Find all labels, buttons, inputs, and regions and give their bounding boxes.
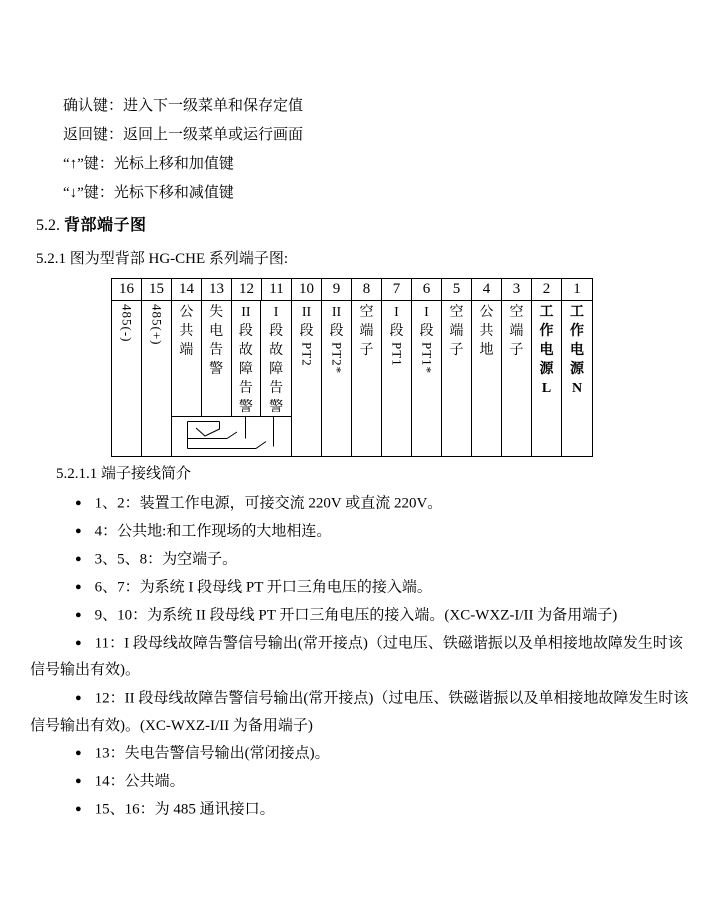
terminal-number-5: 5	[442, 279, 472, 300]
bullet-text: 14：公共端。	[94, 773, 185, 790]
bullet-text: 4：公共地:和工作现场的大地相连。	[94, 523, 332, 540]
terminal-cell-12	[232, 301, 262, 416]
terminal-label-segment: 端	[449, 324, 464, 339]
terminal-label-segment: PT2	[299, 342, 315, 367]
terminal-number-10: 10	[292, 279, 322, 300]
section-5-2-1-1-heading: 5.2.1.1 端子接线简介	[56, 466, 192, 482]
terminal-label-segment: II	[301, 305, 312, 320]
section-5-2-heading	[36, 212, 147, 235]
terminal-label-segment: 段	[419, 324, 434, 339]
terminal-number-16: 16	[112, 279, 142, 300]
terminal-label-segment: 电	[539, 343, 554, 358]
terminal-cell-9	[322, 301, 352, 456]
terminal-label-segment: N	[571, 381, 583, 396]
terminal-number-12: 12	[232, 279, 262, 300]
bullet-item	[30, 630, 693, 685]
terminal-number-11: 11	[262, 279, 292, 300]
terminal-label-segment: 端	[509, 324, 524, 339]
section-5-2-number: 5.2.	[36, 217, 60, 234]
terminal-number-9: 9	[322, 279, 352, 300]
terminal-label-segment: 段	[238, 324, 253, 339]
terminal-description-list	[30, 490, 693, 824]
terminal-label-segment: 工	[539, 305, 554, 320]
terminal-cell-11	[261, 301, 291, 416]
terminal-label-segment: 源	[539, 362, 554, 377]
bullet-icon: ●	[75, 524, 82, 537]
bullet-icon: ●	[75, 747, 82, 760]
terminal-label-segment: 工	[570, 305, 584, 320]
terminal-number-4: 4	[472, 279, 502, 300]
terminal-label-segment: 公	[179, 305, 194, 320]
intro-line: “↓”键：光标下移和减值键	[63, 185, 234, 201]
terminal-table-body	[112, 301, 592, 456]
bullet-item	[30, 518, 693, 546]
bullet-item	[30, 796, 693, 824]
terminal-label-segment: 作	[539, 324, 554, 339]
terminal-label-segment: 共	[179, 324, 194, 339]
terminal-label-segment: 告	[238, 381, 253, 396]
terminal-label-segment: 告	[269, 381, 284, 396]
terminal-cell-14	[172, 301, 202, 416]
bullet-text: 13：失电告警信号输出(常闭接点)。	[94, 745, 330, 762]
terminal-cell-6	[412, 301, 442, 456]
terminal-label-segment: 子	[449, 343, 464, 358]
terminal-label-segment: 段	[299, 324, 314, 339]
terminal-label-segment: II	[331, 305, 342, 320]
terminal-cell-2	[532, 301, 562, 456]
terminal-label-segment: 警	[238, 400, 253, 415]
terminal-label-segment: 电	[209, 324, 224, 339]
terminal-number-7: 7	[382, 279, 412, 300]
bullet-item	[30, 768, 693, 796]
terminal-label-segment: I	[394, 305, 399, 320]
terminal-label-segment: 空	[509, 305, 524, 320]
terminal-label-segment: 端	[359, 324, 374, 339]
terminal-number-15: 15	[142, 279, 172, 300]
bullet-icon: ●	[75, 608, 82, 621]
terminal-number-3: 3	[502, 279, 532, 300]
section-5-2-title: 背部端子图	[64, 217, 147, 234]
section-5-2-1-caption: 5.2.1 图为型背部 HG-CHE 系列端子图:	[36, 251, 289, 267]
bullet-text: 1、2：装置工作电源，可接交流 220V 或直流 220V。	[94, 495, 443, 512]
terminal-label-segment: 电	[570, 343, 584, 358]
terminal-label-segment: 失	[209, 305, 224, 320]
bullet-item	[30, 574, 693, 602]
terminal-label-segment: 源	[570, 362, 584, 377]
terminal-cell-13	[202, 301, 232, 416]
key-description-lines	[63, 92, 303, 208]
terminal-number-6: 6	[412, 279, 442, 300]
terminal-cell-7	[382, 301, 412, 456]
bullet-item	[30, 602, 693, 630]
terminal-label-segment: 故	[269, 343, 284, 358]
terminal-cell-5	[442, 301, 472, 456]
bullet-text: 9、10：为系统 II 段母线 PT 开口三角电压的接入端。(XC-WXZ-I/II 为备用端子)	[94, 607, 618, 624]
bullet-icon: ●	[75, 552, 82, 565]
terminal-cell-1	[562, 301, 592, 456]
terminal-label-segment: 警	[269, 400, 284, 415]
intro-line: “↑”键：光标上移和加值键	[63, 156, 234, 172]
terminal-label-segment: 端	[179, 343, 194, 358]
bullet-icon: ●	[75, 775, 82, 788]
terminal-label-segment: 共	[479, 324, 494, 339]
terminal-number-14: 14	[172, 279, 202, 300]
terminal-label-segment: 地	[479, 343, 494, 358]
terminal-label-segment: 作	[570, 324, 584, 339]
terminal-label-segment: 子	[359, 343, 374, 358]
terminal-label-segment: 空	[359, 305, 374, 320]
terminal-label-segment: 告	[209, 343, 224, 358]
terminal-number-2: 2	[532, 279, 562, 300]
relay-contact-group	[172, 301, 292, 456]
relay-contact-cells	[172, 301, 291, 417]
terminal-label-segment: 485(-)	[119, 304, 135, 343]
terminal-label-segment: 空	[449, 305, 464, 320]
bullet-item	[30, 490, 693, 518]
terminal-label-segment: 段	[389, 324, 404, 339]
terminal-table-header	[112, 279, 592, 301]
terminal-label-segment: I	[273, 305, 279, 320]
terminal-cell-3	[502, 301, 532, 456]
terminal-label-segment: 子	[509, 343, 524, 358]
relay-contact-diagram	[172, 417, 291, 455]
terminal-cell-10	[292, 301, 322, 456]
terminal-label-segment: 障	[238, 362, 253, 377]
terminal-label-segment: 段	[329, 324, 344, 339]
terminal-cell-4	[472, 301, 502, 456]
bullet-icon: ●	[75, 636, 82, 649]
terminal-label-segment: PT1	[389, 342, 405, 367]
terminal-label-segment: 485(+)	[149, 304, 165, 346]
terminal-label-segment: II	[241, 305, 251, 320]
bullet-icon: ●	[75, 497, 82, 509]
terminal-cell-8	[352, 301, 382, 456]
terminal-label-segment: 公	[479, 305, 494, 320]
bullet-icon: ●	[75, 580, 82, 593]
terminal-number-8: 8	[352, 279, 382, 300]
terminal-number-13: 13	[202, 279, 232, 300]
terminal-label-segment: 障	[269, 362, 284, 377]
bullet-item	[30, 685, 693, 740]
terminal-label-segment: 警	[209, 362, 224, 377]
bullet-icon: ●	[75, 691, 82, 704]
terminal-label-segment: 故	[238, 343, 253, 358]
terminal-cell-16	[112, 301, 142, 456]
bullet-text: 11：I 段母线故障告警信号输出(常开接点)（过电压、铁磁谐振以及单相接地故障发生时该信号输出有效)。	[30, 635, 683, 679]
bullet-text: 3、5、8：为空端子。	[94, 551, 238, 568]
intro-line: 确认键：进入下一级菜单和保存定值	[63, 98, 304, 114]
bullet-text: 12：II 段母线故障告警信号输出(常开接点)（过电压、铁磁谐振以及单相接地故障发生时该信号输出有效)。(XC-WXZ-I/II 为备用端子)	[30, 690, 689, 734]
bullet-text: 6、7：为系统 I 段母线 PT 开口三角电压的接入端。	[94, 579, 432, 596]
bullet-item	[30, 546, 693, 574]
bullet-text: 15、16：为 485 通讯接口。	[94, 801, 275, 818]
terminal-label-segment: PT1*	[419, 342, 435, 375]
intro-line: 返回键：返回上一级菜单或运行画面	[63, 127, 304, 143]
terminal-label-segment: L	[541, 381, 552, 396]
terminal-number-1: 1	[573, 281, 581, 297]
terminal-table	[111, 278, 593, 457]
bullet-icon: ●	[75, 802, 82, 815]
terminal-label-segment: I	[424, 305, 429, 320]
bullet-item	[30, 740, 693, 768]
terminal-cell-15	[142, 301, 172, 456]
terminal-label-segment: 段	[269, 324, 284, 339]
terminal-label-segment: PT2*	[329, 342, 345, 375]
